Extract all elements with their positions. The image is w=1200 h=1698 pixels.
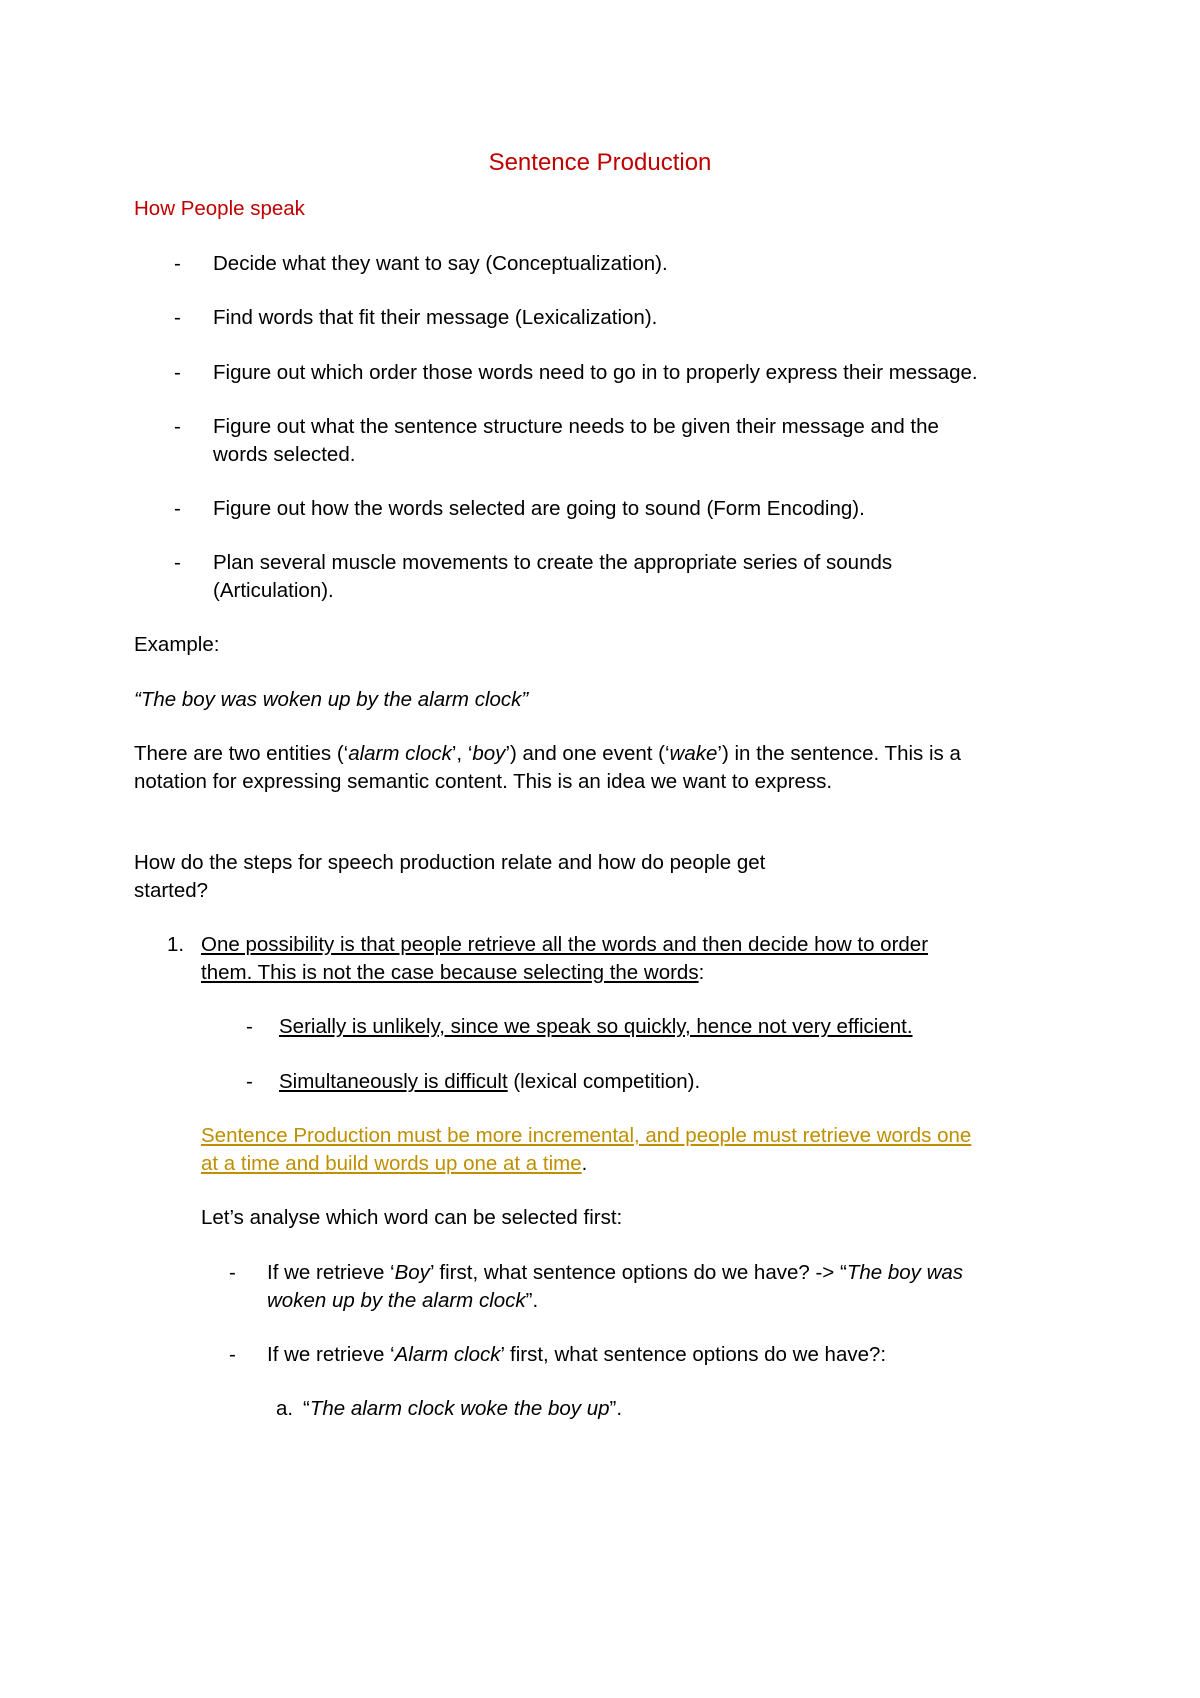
retrieve-boy-line2 bbox=[267, 1286, 538, 1316]
option-a-sentence bbox=[303, 1394, 622, 1424]
example-sentence-text: “The boy was woken up by the alarm clock” bbox=[134, 688, 529, 711]
italic-run: woken up by the alarm clock bbox=[267, 1289, 526, 1312]
underlined-run: Simultaneously is difficult bbox=[279, 1070, 508, 1093]
text-run: If we retrieve ‘ bbox=[267, 1261, 395, 1284]
numbered-item-line2 bbox=[201, 958, 704, 988]
bullet-dash: - bbox=[174, 415, 181, 438]
step-conceptualization: Decide what they want to say (Conceptualization). bbox=[213, 252, 668, 275]
step-word-order: Figure out which order those words need to go in to properly express their message. bbox=[213, 361, 978, 384]
text-run: ’ first, what sentence options do we have?: bbox=[500, 1343, 887, 1366]
text-run: (lexical competition). bbox=[507, 1070, 701, 1093]
step-sentence-structure-cont: words selected. bbox=[213, 443, 356, 466]
italic-run: Boy bbox=[394, 1261, 430, 1284]
underlined-run: them. This is not the case because selecting the words bbox=[201, 961, 699, 984]
list-number: 1. bbox=[167, 933, 185, 956]
section-heading: How People speak bbox=[134, 197, 305, 220]
example-label: Example: bbox=[134, 633, 220, 656]
text-run: “ bbox=[303, 1397, 310, 1420]
question-line1: How do the steps for speech production relate and how do people get bbox=[134, 851, 766, 874]
text-run: : bbox=[698, 961, 705, 984]
highlight-line1: Sentence Production must be more incremental, and people must retrieve words one bbox=[201, 1124, 972, 1147]
text-run: ’) in the sentence. This is a bbox=[717, 742, 961, 765]
text-run: ”. bbox=[525, 1289, 539, 1312]
text-run: There are two entities (‘ bbox=[134, 742, 349, 765]
text-run: If we retrieve ‘ bbox=[267, 1343, 395, 1366]
option-label: a. bbox=[276, 1397, 294, 1420]
text-run: ’ first, what sentence options do we have? -> “ bbox=[429, 1261, 847, 1284]
analyse-line: Let’s analyse which word can be selected first: bbox=[201, 1206, 623, 1229]
bullet-dash: - bbox=[246, 1015, 253, 1038]
italic-run: alarm clock bbox=[348, 742, 452, 765]
step-sentence-structure: Figure out what the sentence structure needs to be given their message and the bbox=[213, 415, 939, 438]
highlight-run: at a time and build words up one at a time bbox=[201, 1152, 582, 1175]
entities-paragraph-line2: notation for expressing semantic content. This is an idea we want to express. bbox=[134, 770, 833, 793]
numbered-item-line1: One possibility is that people retrieve all the words and then decide how to order bbox=[201, 933, 929, 956]
sub-bullet-serially: Serially is unlikely, since we speak so quickly, hence not very efficient. bbox=[279, 1015, 913, 1038]
bullet-dash: - bbox=[174, 306, 181, 329]
text-run: ’) and one event (‘ bbox=[505, 742, 670, 765]
italic-run: boy bbox=[472, 742, 506, 765]
entities-paragraph-line1 bbox=[134, 739, 961, 769]
sub-bullet-simultaneously bbox=[279, 1067, 700, 1097]
example-sentence bbox=[134, 685, 528, 715]
retrieve-alarm-line bbox=[267, 1340, 886, 1370]
italic-run: The alarm clock woke the boy up bbox=[309, 1397, 610, 1420]
bullet-dash: - bbox=[174, 497, 181, 520]
bullet-dash: - bbox=[174, 252, 181, 275]
step-form-encoding: Figure out how the words selected are going to sound (Form Encoding). bbox=[213, 497, 865, 520]
step-lexicalization: Find words that fit their message (Lexicalization). bbox=[213, 306, 658, 329]
text-run: . bbox=[581, 1152, 588, 1175]
page-title: Sentence Production bbox=[488, 149, 712, 176]
retrieve-boy-line1 bbox=[267, 1258, 963, 1288]
question-line2: started? bbox=[134, 879, 209, 902]
bullet-dash: - bbox=[174, 551, 181, 574]
italic-run: wake bbox=[669, 742, 718, 765]
bullet-dash: - bbox=[174, 361, 181, 384]
bullet-dash: - bbox=[229, 1343, 236, 1366]
step-articulation: Plan several muscle movements to create the appropriate series of sounds bbox=[213, 551, 893, 574]
bullet-dash: - bbox=[229, 1261, 236, 1284]
italic-run: Alarm clock bbox=[394, 1343, 501, 1366]
highlight-line2 bbox=[201, 1149, 587, 1179]
text-run: ”. bbox=[609, 1397, 623, 1420]
bullet-dash: - bbox=[246, 1070, 253, 1093]
step-articulation-cont: (Articulation). bbox=[213, 579, 334, 602]
text-run: ’, ‘ bbox=[451, 742, 473, 765]
italic-run: The boy was bbox=[846, 1261, 964, 1284]
